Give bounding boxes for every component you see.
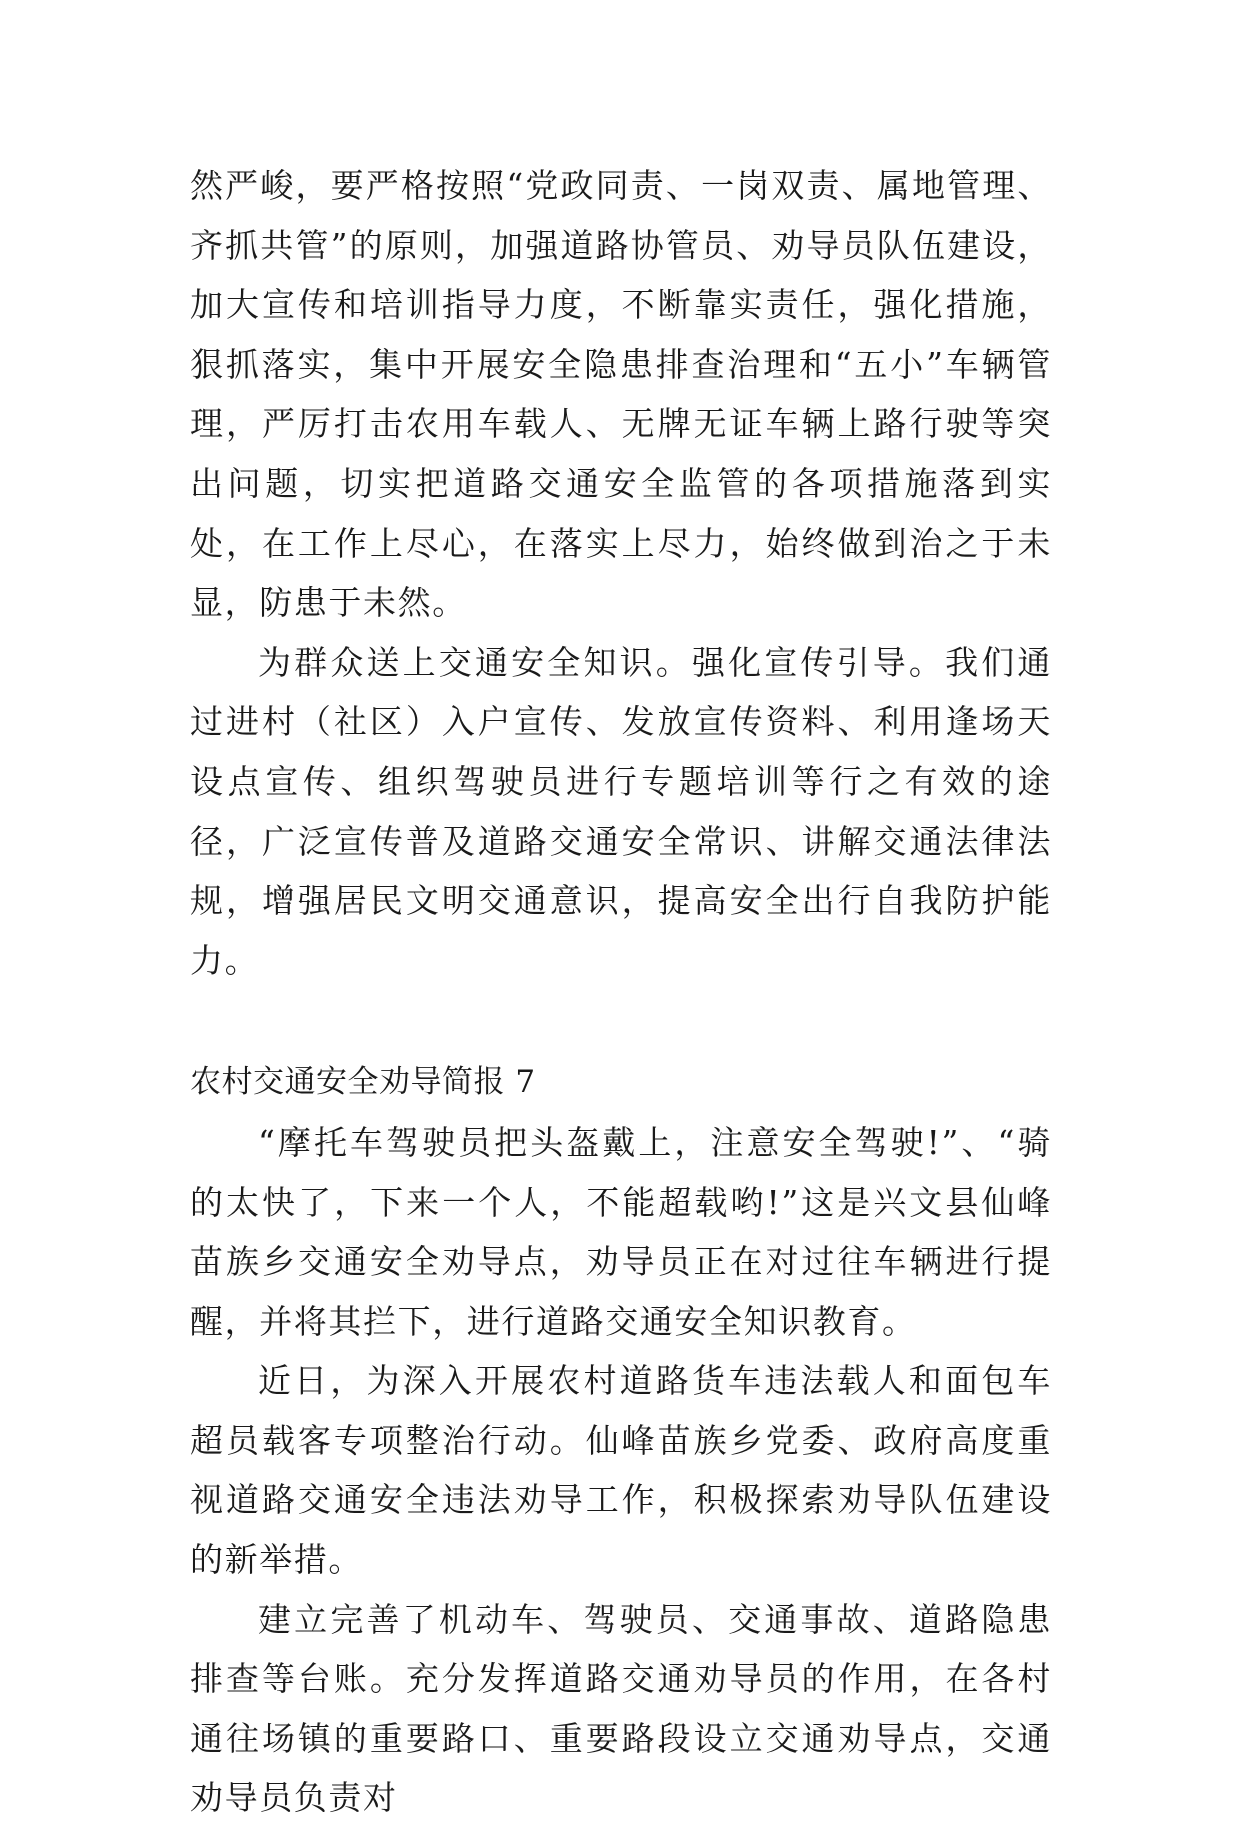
body-paragraph: 为群众送上交通安全知识。强化宣传引导。我们通过进村（社区）入户宣传、发放宣传资料、利用逢场天设点宣传、组织驾驶员进行专题培训等行之有效的途径，广泛宣传普及道路交通安全常识、讲解交通法律法规，增强居民文明交通意识，提高安全出行自我防护能力。 bbox=[190, 642, 1052, 980]
document-page bbox=[190, 156, 1052, 1828]
body-paragraph: “摩托车驾驶员把头盔戴上，注意安全驾驶!”、“骑的太快了，下来一个人，不能超载哟!”这是兴文县仙峰苗族乡交通安全劝导点，劝导员正在对过往车辆进行提醒，并将其拦下，进行道路交通安全知识教育。 bbox=[190, 1122, 1052, 1341]
body-paragraph: 近日，为深入开展农村道路货车违法载人和面包车超员载客专项整治行动。仙峰苗族乡党委、政府高度重视道路交通安全违法劝导工作，积极探索劝导队伍建设的新举措。 bbox=[190, 1361, 1052, 1580]
body-paragraph: 然严峻，要严格按照“党政同责、一岗双责、属地管理、齐抓共管”的原则，加强道路协管员、劝导员队伍建设，加大宣传和培训指导力度，不断靠实责任，强化措施，狠抓落实，集中开展安全隐患排查治理和“五小”车辆管理，严厉打击农用车载人、无牌无证车辆上路行驶等突出问题，切实把道路交通安全监管的各项措施落到实处，在工作上尽心，在落实上尽力，始终做到治之于未显，防患于未然。 bbox=[190, 166, 1052, 623]
body-paragraph: 建立完善了机动车、驾驶员、交通事故、道路隐患排查等台账。充分发挥道路交通劝导员的作用，在各村通往场镇的重要路口、重要路段设立交通劝导点，交通劝导员负责对 bbox=[190, 1599, 1052, 1818]
section-spacer bbox=[190, 990, 1052, 1053]
section-title: 农村交通安全劝导简报 7 bbox=[190, 1064, 536, 1101]
